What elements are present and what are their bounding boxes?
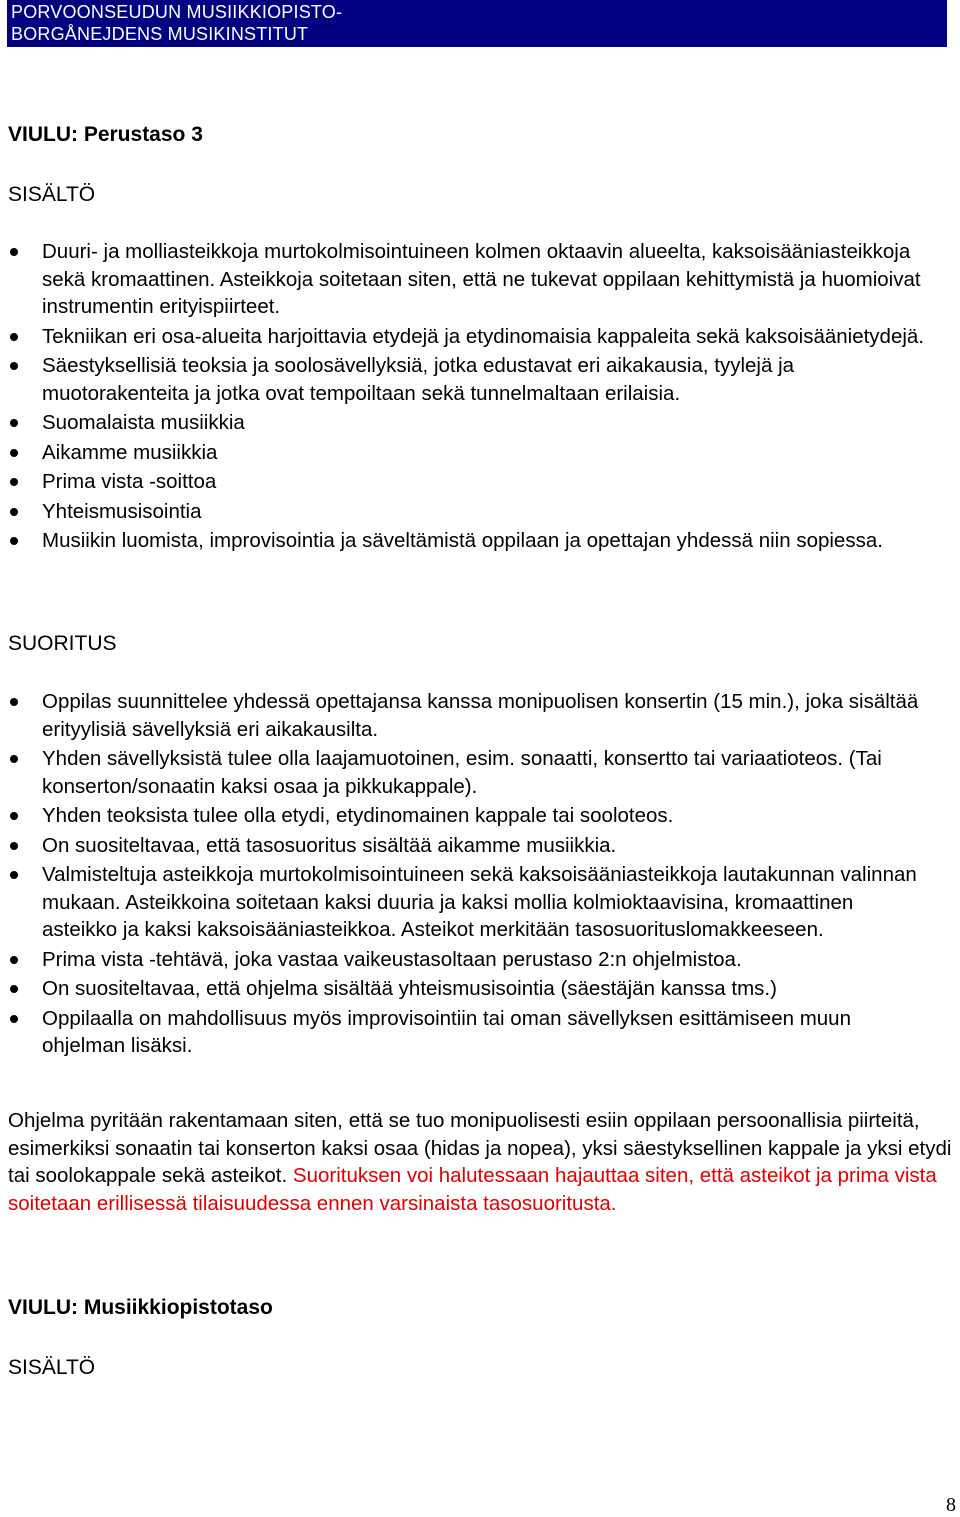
bullet-icon <box>10 419 18 427</box>
list-item: On suositeltavaa, että ohjelma sisältää yhteismusisointia (säestäjän kanssa tms.) <box>0 975 930 1003</box>
bullet-icon <box>10 478 18 486</box>
bullet-icon <box>10 362 18 370</box>
bullet-icon <box>10 449 18 457</box>
bullet-icon <box>10 755 18 763</box>
institution-name-swedish: BORGÅNEJDENS MUSIKINSTITUT <box>11 24 309 44</box>
bullet-icon <box>10 956 18 964</box>
list-item: Yhden sävellyksistä tulee olla laajamuotoinen, esim. sonaatti, konsertto tai variaatioteos. (Tai konserton/sonaatin kaksi osaa ja pikkukappale). <box>0 745 930 800</box>
bullet-icon <box>10 698 18 706</box>
program-description: Ohjelma pyritään rakentamaan siten, että se tuo monipuolisesti esiin oppilaan persoonallisia piirteitä, esimerkiksi sonaatin tai konserton kaksi osaa (hidas ja nopea), yksi säestyksellinen kappale ja yksi etydi tai soolokappale sekä asteikot. <box>8 1109 952 1187</box>
list-item: Säestyksellisiä teoksia ja soolosävellyksiä, jotka edustavat eri aikakausia, tyylejä ja muotorakenteita ja jotka ovat tempoiltaan sekä tunnelmaltaan erilaisia. <box>0 352 930 407</box>
bullet-icon <box>10 537 18 545</box>
content-list <box>0 238 930 557</box>
bullet-icon <box>10 1015 18 1023</box>
page-number: 8 <box>946 1494 956 1516</box>
list-item: Yhden teoksista tulee olla etydi, etydinomainen kappale tai sooloteos. <box>0 802 930 830</box>
list-item: Prima vista -tehtävä, joka vastaa vaikeustasoltaan perustaso 2:n ohjelmistoa. <box>0 946 930 974</box>
list-item: Tekniikan eri osa-alueita harjoittavia etydejä ja etydinomaisia kappaleita sekä kaksoisäänietydejä. <box>0 323 930 351</box>
section-title-perustaso-3: VIULU: Perustaso 3 <box>8 123 203 146</box>
list-item: Musiikin luomista, improvisointia ja säveltämistä oppilaan ja opettajan yhdessä niin sopiessa. <box>0 527 930 555</box>
list-item: Duuri- ja molliasteikkoja murtokolmisointuineen kolmen oktaavin alueelta, kaksoisääniasteikkoja sekä kromaattinen. Asteikkoja soitetaan siten, että ne tukevat oppilaan kehittymistä ja huomioivat instrumentin erityispiirteet. <box>0 238 930 321</box>
performance-list <box>0 688 930 1062</box>
list-item: Suomalaista musiikkia <box>0 409 930 437</box>
performance-heading: SUORITUS <box>8 632 117 655</box>
list-item: Oppilaalla on mahdollisuus myös improvisointiin tai oman sävellyksen esittämiseen muun ohjelman lisäksi. <box>0 1005 930 1060</box>
institution-header <box>7 0 947 47</box>
list-item: Yhteismusisointia <box>0 498 930 526</box>
section-title-musiikkiopistotaso: VIULU: Musiikkiopistotaso <box>8 1296 273 1319</box>
list-item: Oppilas suunnittelee yhdessä opettajansa kanssa monipuolisen konsertin (15 min.), joka sisältää erityylisiä sävellyksiä eri aikakausilta. <box>0 688 930 743</box>
bullet-icon <box>10 248 18 256</box>
list-item: Aikamme musiikkia <box>0 439 930 467</box>
program-paragraph <box>8 1107 953 1217</box>
content-heading: SISÄLTÖ <box>8 1356 96 1379</box>
institution-name-finnish: PORVOONSEUDUN MUSIIKKIOPISTO- <box>11 2 343 22</box>
bullet-icon <box>10 812 18 820</box>
split-performance-note: Suorituksen voi halutessaan hajauttaa siten, että asteikot ja prima vista soitetaan erillisessä tilaisuudessa ennen varsinaista tasosuoritusta. <box>8 1164 937 1215</box>
list-item: Valmisteltuja asteikkoja murtokolmisointuineen sekä kaksoisääniasteikkoja lautakunnan valinnan mukaan. Asteikkoina soitetaan kaksi duuria ja kaksi mollia kolmioktaavisina, kromaattinen asteikko ja kaksi kaksoisääniasteikkoa. Asteikot merkitään tasosuorituslomakkeeseen. <box>0 861 930 944</box>
bullet-icon <box>10 842 18 850</box>
bullet-icon <box>10 871 18 879</box>
list-item: On suositeltavaa, että tasosuoritus sisältää aikamme musiikkia. <box>0 832 930 860</box>
list-item: Prima vista -soittoa <box>0 468 930 496</box>
bullet-icon <box>10 508 18 516</box>
bullet-icon <box>10 333 18 341</box>
bullet-icon <box>10 985 18 993</box>
content-heading: SISÄLTÖ <box>8 183 96 206</box>
